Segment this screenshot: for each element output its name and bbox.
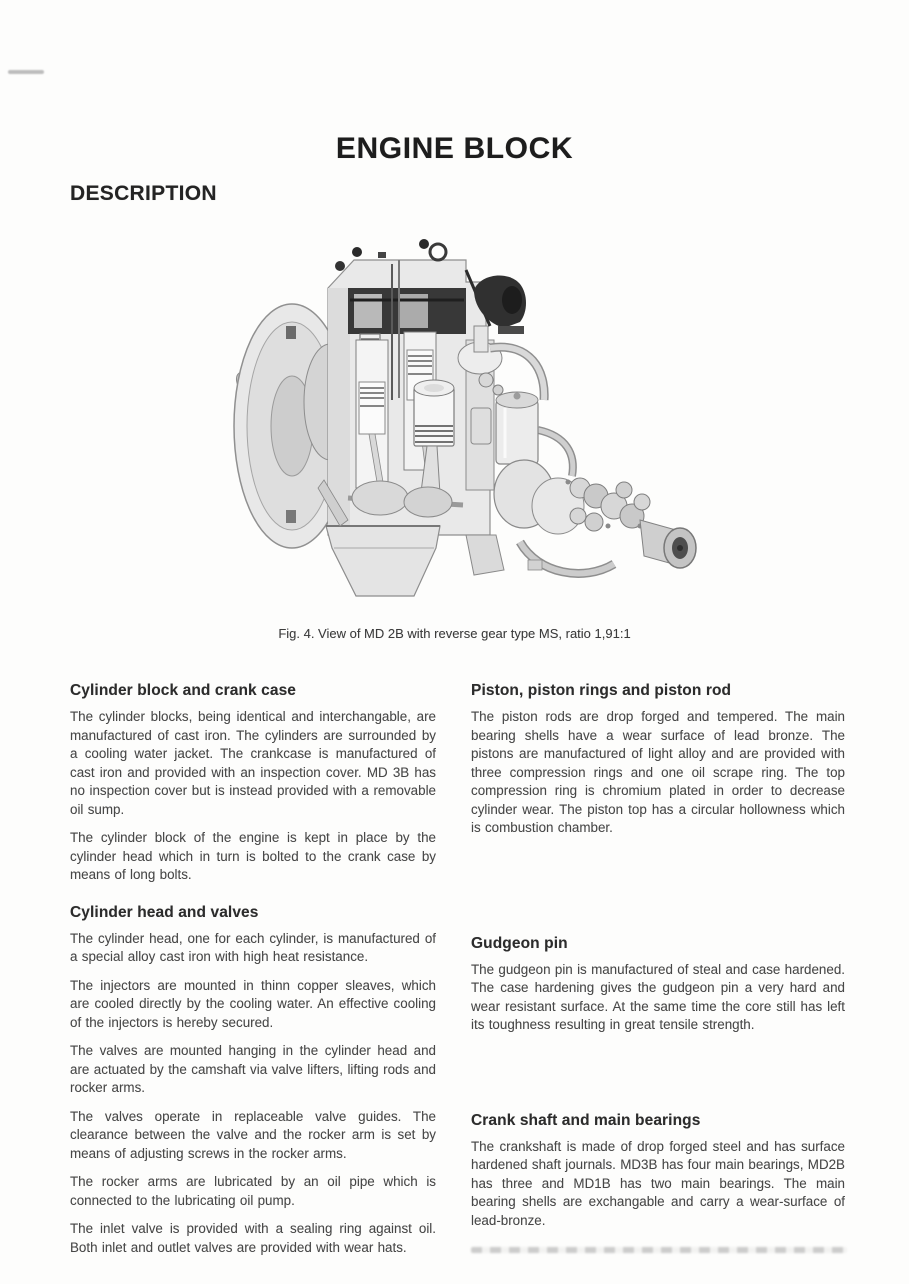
description-heading: DESCRIPTION (70, 182, 217, 206)
output-coupling (664, 528, 696, 568)
paragraph: The cylinder block of the engine is kept in place by the cylinder head which in turn is bolted to the crank case by means of long bolts. (70, 830, 436, 882)
right-column (471, 681, 845, 1230)
engine-cutaway-illustration (228, 230, 710, 620)
paragraph: The gudgeon pin is manufactured of steal and case hardened. The case hardening gives the gudgeon pin a very hard and wear resistant surface. At the same time the core still has left its toughness resulting in great tensile strength. (471, 961, 845, 1032)
section-cylinder-block (70, 681, 436, 885)
paragraph: The crankshaft is made of drop forged steel and has surface hardened shaft journals. MD3B has four main bearings, MD2B has three and MD1B has two main bearings. The main bearing shells are exchangable and carry a wear-surface of lead-bronze. (471, 1138, 845, 1228)
scan-artifact-dash (8, 70, 44, 74)
section-heading-cylinder-block: Cylinder block and crank case (70, 682, 297, 699)
paragraph: The rocker arms are lubricated by an oil pipe which is connected to the lubricating oil pump. (70, 1174, 436, 1208)
paragraph: The valves operate in replaceable valve guides. The clearance between the valve and the rocker arm is set by means of adjusting screws in the rocker arms. (70, 1108, 436, 1161)
paragraph: The injectors are mounted in thinn copper sleaves, which are cooled directly by the cooling water. An effective cooling of the injectors is hereby secured. (70, 977, 436, 1030)
figure-caption: Fig. 4. View of MD 2B with reverse gear type MS, ratio 1,91:1 (278, 626, 631, 641)
reverse-gear (466, 460, 680, 575)
page-title: ENGINE BLOCK (335, 132, 574, 166)
section-piston (471, 681, 845, 838)
paragraph: The cylinder blocks, being identical and interchangable, are manufactured of cast iron. The cylinders are surrounded by a cooling water jacket. The crankcase is manufactured of cast iron and provided with an inspection cover. MD 3B has no inspection cover but is instead provided with a removable oil sump. (70, 709, 436, 817)
section-heading-gudgeon-pin: Gudgeon pin (471, 934, 568, 952)
paragraph: The cylinder head, one for each cylinder, is manufactured of a special alloy cast iron with high heat resistance. (70, 930, 436, 964)
left-column (70, 681, 436, 1257)
paragraph: The inlet valve is provided with a sealing ring against oil. Both inlet and outlet valves are provided with wear hats. (70, 1221, 436, 1255)
section-heading-piston: Piston, piston rings and piston rod (471, 682, 732, 699)
section-gudgeon-pin (471, 934, 845, 1035)
section-cylinder-head (70, 903, 436, 1258)
valve-gear-cutaway (348, 288, 466, 334)
paragraph: The valves are mounted hanging in the cylinder head and are actuated by the camshaft via valve lifters, lifting rods and rocker arms. (70, 1043, 436, 1095)
scan-artifact-faded-text-line (471, 1247, 847, 1253)
section-heading-crank-shaft: Crank shaft and main bearings (471, 1111, 701, 1129)
section-heading-cylinder-head: Cylinder head and valves (70, 903, 259, 921)
section-crank-shaft (471, 1111, 845, 1231)
paragraph: The piston rods are drop forged and tempered. The main bearing shells have a wear surface of lead bronze. The pistons are manufactured of light alloy and are provided with three compression rings and one oil scrape ring. The top compression ring is chromium plated in order to decrease cylinder wear. The piston top has a circular hollowness which is combustion chamber. (471, 709, 845, 835)
